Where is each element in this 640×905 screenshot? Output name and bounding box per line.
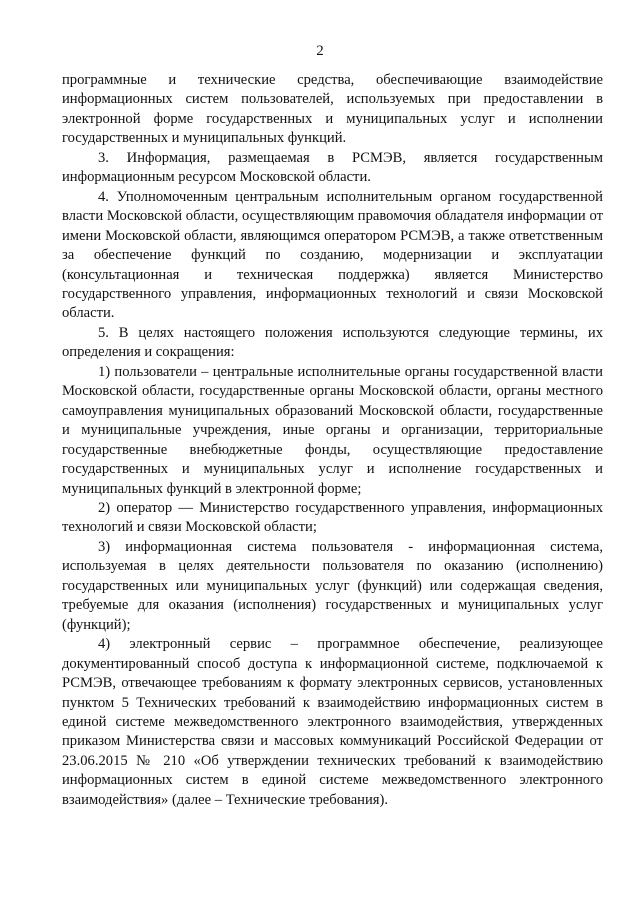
paragraph-1: программные и технические средства, обеспечивающие взаимодействие информационных систем пользователей, используемых при предоставлении в электронной форме государственных и муниципальных услуг и исполнении государственных и муниципальных функций. [62,72,603,147]
paragraph-3: 3. Информация, размещаемая в РСМЭВ, является государственным информационным ресурсом Московской области. [62,149,603,186]
definition-operator: 2) оператор — Министерство государственного управления, информационных технологий и связи Московской области; [62,499,603,536]
paragraph-4: 4. Уполномоченным центральным исполнительным органом государственной власти Московской области, осуществляющим правомочия обладателя информации от имени Московской области, являющимся оператором РСМЭВ, а также ответственным за обеспечение функций по созданию, модернизации и эксплуатации (консультационная и техническая поддержка) является Министерство государственного управления, информационных технологий и связи Московской области. [62,188,603,322]
page-number: 2 [316,43,324,59]
paragraph-5: 5. В целях настоящего положения используются следующие термины, их определения и сокращения: [62,324,603,361]
definition-user-information-system: 3) информационная система пользователя - информационная система, используемая в целях деятельности пользователя по оказанию (исполнению) государственных или муниципальных услуг (функций) или содержащая сведения, требуемые для оказания (исполнения) государственных и муниципальных услуг (функций); [62,538,603,633]
definition-electronic-service: 4) электронный сервис – программное обеспечение, реализующее документированный способ доступа к информационной системе, подключаемой к РСМЭВ, отвечающее требованиям к формату электронных сервисов, установленных пунктом 5 Технических требований к взаимодействию информационных систем в единой системе межведомственного электронного взаимодействия, утвержденных приказом Министерства связи и массовых коммуникаций Российской Федерации от 23.06.2015 № 210 «Об утверждении технических требований к взаимодействию информационных систем в единой системе межведомственного электронного взаимодействия» (далее – Технические требования). [62,636,603,808]
definition-users: 1) пользователи – центральные исполнительные органы государственной власти Московской области, государственные органы Московской области, органы местного самоуправления муниципальных образований Московской области, государственные и муниципальные учреждения, иные органы и организации, территориальные государственные внебюджетные фонды, осуществляющие предоставление государственных и муниципальных услуг и исполнение государственных и муниципальных функций в электронной форме; [62,363,603,497]
document-body [62,71,603,810]
